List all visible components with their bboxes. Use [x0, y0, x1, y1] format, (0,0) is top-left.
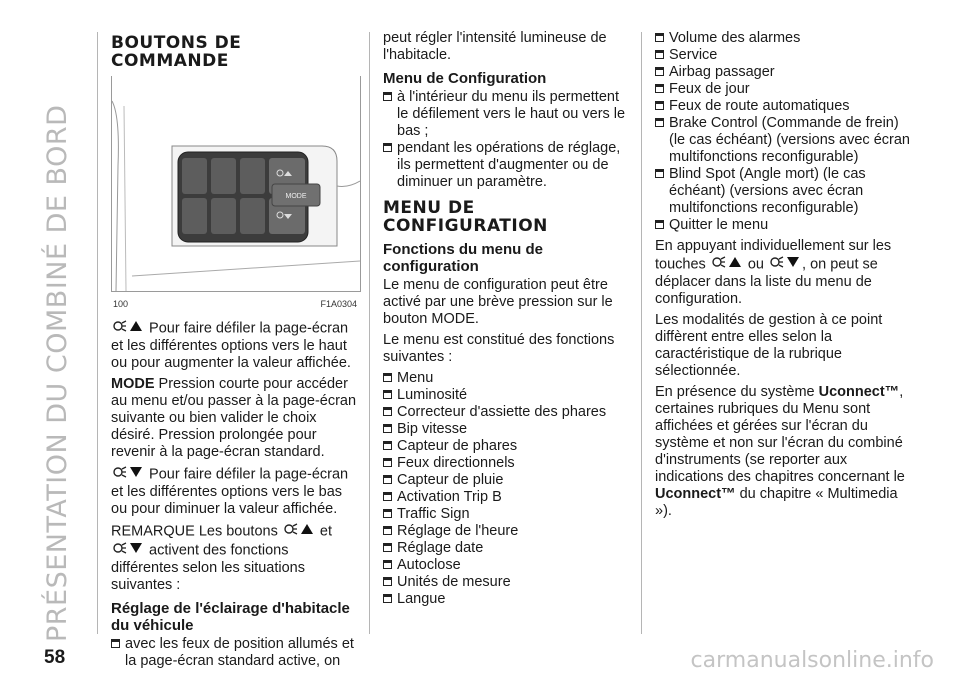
- bullet-icon: [111, 639, 120, 648]
- menu-composition-text: Le menu est constitué des fonctions suivantes :: [383, 332, 615, 365]
- column-divider: [369, 32, 370, 634]
- bullet-icon: [655, 84, 664, 93]
- bullet-icon: [655, 101, 664, 110]
- menu-activation-text: Le menu de configuration peut être activé par une brève pression sur le bouton MODE.: [383, 277, 613, 327]
- bullet-icon: [383, 526, 392, 535]
- light-up-icon: [111, 319, 145, 338]
- list-item: Unités de mesure: [383, 574, 631, 591]
- bullet-icon: [655, 169, 664, 178]
- list-item: avec les feux de position allumés et la page-écran standard active, on: [111, 636, 359, 670]
- control-buttons-figure: [111, 76, 361, 292]
- list-item: Langue: [383, 591, 631, 608]
- up-button-description: Pour faire défiler la page-écran et les différentes options vers le haut ou pour augmenter la valeur affichée.: [111, 320, 351, 371]
- side-chapter-title: PRÉSENTATION DU COMBINÉ DE BORD: [42, 104, 73, 642]
- config-menu-subheading: Menu de Configuration: [383, 70, 547, 87]
- column-1: [111, 30, 359, 670]
- light-down-icon: [111, 541, 145, 560]
- bullet-icon: [655, 50, 664, 59]
- mode-button-label: MODE: [285, 193, 307, 200]
- section-heading-menu: MENU DE CONFIGURATION: [383, 198, 548, 236]
- navigation-paragraph: En appuyant individuellement sur les touches ou , on peut se déplacer dans la liste du menu de configuration.: [655, 238, 892, 307]
- list-item: Bip vitesse: [383, 421, 631, 438]
- list-item: pendant les opérations de réglage, ils permettent d'augmenter ou de diminuer un paramètre.: [383, 140, 631, 191]
- figure-code: F1A0304: [320, 299, 357, 309]
- bullet-icon: [383, 475, 392, 484]
- list-item: Réglage de l'heure: [383, 523, 631, 540]
- uconnect-term: Uconnect™: [655, 486, 736, 502]
- bullet-icon: [383, 458, 392, 467]
- light-down-icon: [111, 465, 145, 484]
- bullet-icon: [383, 424, 392, 433]
- list-item: Airbag passager: [655, 64, 917, 81]
- dashboard-buttons-illustration: [112, 76, 360, 291]
- bullet-icon: [655, 118, 664, 127]
- figure-caption: [111, 296, 359, 313]
- down-button-description: Pour faire défiler la page-écran et les différentes options vers le bas ou pour diminuer la valeur affichée.: [111, 466, 349, 517]
- list-item: Traffic Sign: [383, 506, 631, 523]
- watermark: carmanualsonline.info: [690, 648, 934, 673]
- list-item: Activation Trip B: [383, 489, 631, 506]
- modes-paragraph: Les modalités de gestion à ce point diffèrent entre elles selon la caractéristique de la rubrique sélectionnée.: [655, 312, 883, 379]
- bullet-icon: [655, 33, 664, 42]
- bullet-icon: [383, 560, 392, 569]
- list-item: Menu: [383, 370, 631, 387]
- list-item: Feux directionnels: [383, 455, 631, 472]
- uconnect-paragraph: En présence du système Uconnect™, certaines rubriques du Menu sont affichées et gérées sur l'écran du système et non sur l'écran du combiné d'instruments (se reporter aux indications des chapitres concernant le Uconnect™ du chapitre « Multimedia »).: [655, 384, 905, 519]
- bullet-icon: [383, 390, 392, 399]
- mode-button-description: MODE Pression courte pour accéder au menu et/ou passer à la page-écran suivante ou bien valider le choix désiré. Pression prolongée pour revenir à la page-écran standard.: [111, 376, 357, 460]
- bullet-icon: [383, 143, 392, 152]
- section-heading-boutons: BOUTONS DE COMMANDE: [111, 33, 242, 71]
- bullet-icon: [383, 92, 392, 101]
- list-item: Autoclose: [383, 557, 631, 574]
- list-item: à l'intérieur du menu ils permettent le défilement vers le haut ou vers le bas ;: [383, 89, 631, 140]
- light-down-icon: [768, 255, 802, 274]
- column-2: [383, 30, 631, 608]
- list-item: Quitter le menu: [655, 217, 917, 234]
- column-3: [655, 30, 917, 524]
- list-item: Brake Control (Commande de frein) (le cas échéant) (versions avec écran multifonctions reconfigurable): [655, 115, 917, 166]
- list-item: Correcteur d'assiette des phares: [383, 404, 631, 421]
- bullet-icon: [383, 407, 392, 416]
- list-item: Capteur de pluie: [383, 472, 631, 489]
- list-item: Blind Spot (Angle mort) (le cas échéant) (versions avec écran multifonctions reconfigurable): [655, 166, 917, 217]
- list-item: Réglage date: [383, 540, 631, 557]
- menu-functions-subheading: Fonctions du menu de configuration: [383, 241, 543, 275]
- page-number: 58: [44, 647, 66, 668]
- interior-lighting-continuation: peut régler l'intensité lumineuse de l'habitacle.: [383, 30, 607, 63]
- mode-term: MODE: [111, 376, 155, 392]
- list-item: Service: [655, 47, 917, 64]
- list-item: Capteur de phares: [383, 438, 631, 455]
- bullet-icon: [383, 441, 392, 450]
- uconnect-term: Uconnect™: [818, 384, 900, 400]
- list-item: Feux de jour: [655, 81, 917, 98]
- bullet-icon: [383, 509, 392, 518]
- list-item: Feux de route automatiques: [655, 98, 917, 115]
- light-up-icon: [282, 522, 316, 541]
- bullet-icon: [383, 594, 392, 603]
- bullet-icon: [655, 67, 664, 76]
- light-up-icon: [710, 255, 744, 274]
- interior-lighting-heading: Réglage de l'éclairage d'habitacle du véhicule: [111, 600, 350, 634]
- remark-paragraph: REMARQUE Les boutons et activent des fonctions différentes selon les situations suivantes :: [111, 523, 332, 593]
- bullet-icon: [383, 373, 392, 382]
- bullet-icon: [383, 543, 392, 552]
- column-divider: [641, 32, 642, 634]
- figure-number: 100: [113, 299, 129, 309]
- column-divider: [97, 32, 98, 634]
- list-item: Volume des alarmes: [655, 30, 917, 47]
- list-item: Luminosité: [383, 387, 631, 404]
- bullet-icon: [383, 577, 392, 586]
- bullet-icon: [655, 220, 664, 229]
- bullet-icon: [383, 492, 392, 501]
